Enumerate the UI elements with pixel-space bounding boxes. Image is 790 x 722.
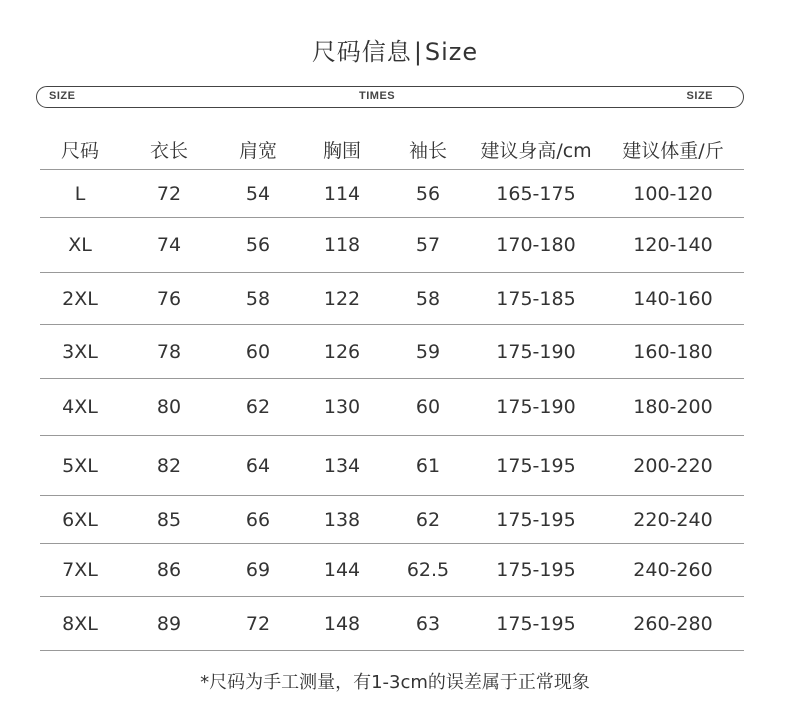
title-english: Size [424, 38, 479, 66]
table-cell: 118 [323, 234, 361, 256]
table-cell: 6XL [62, 508, 98, 531]
header-cell: 袖长 [408, 140, 447, 162]
table-cell: 89 [156, 612, 182, 635]
table-cell: XL [68, 234, 92, 256]
table-cell: 60 [415, 396, 441, 418]
table-cell: 2XL [62, 287, 98, 310]
table-cell: 114 [323, 182, 361, 205]
table-cell: 8XL [62, 612, 98, 635]
table-cell: 175-190 [496, 396, 576, 418]
table-cell: 160-180 [633, 340, 713, 363]
table-cell: 82 [156, 454, 182, 477]
table-row [40, 597, 744, 651]
page-title [0, 30, 790, 74]
table-cell: 61 [415, 454, 441, 477]
header-cell: 胸围 [322, 140, 361, 162]
table-cell: 120-140 [633, 234, 713, 256]
table-cell: 4XL [62, 396, 98, 418]
table-cell: 148 [323, 612, 361, 635]
table-cell: 59 [415, 340, 441, 363]
table-cell: 64 [245, 454, 271, 477]
table-cell: 58 [245, 287, 271, 310]
table-row [40, 325, 744, 379]
table-cell: 170-180 [496, 234, 576, 256]
table-cell: 220-240 [633, 508, 713, 531]
table-cell: 57 [415, 234, 441, 256]
table-cell: 72 [156, 182, 182, 205]
size-table [40, 130, 744, 651]
banner-right-label: SIZE [686, 90, 713, 102]
table-cell: 175-195 [496, 454, 576, 477]
table-cell: 240-260 [633, 559, 713, 581]
table-row [40, 544, 744, 597]
table-cell: 56 [415, 182, 441, 205]
table-cell: 85 [156, 508, 182, 531]
table-cell: 144 [323, 559, 361, 581]
table-cell: 200-220 [633, 454, 713, 477]
table-cell: 63 [415, 612, 441, 635]
table-cell: 138 [323, 508, 361, 531]
table-cell: 175-190 [496, 340, 576, 363]
header-cell: 肩宽 [238, 140, 277, 162]
table-cell: 76 [156, 287, 182, 310]
table-cell: 122 [323, 287, 361, 310]
table-row [40, 379, 744, 436]
table-cell: 62.5 [406, 559, 450, 581]
table-header-row [40, 130, 744, 170]
table-cell: 130 [323, 396, 361, 418]
table-cell: 78 [156, 340, 182, 363]
table-cell: 175-185 [496, 287, 576, 310]
table-cell: 7XL [62, 559, 98, 581]
table-cell: 5XL [62, 454, 98, 477]
table-cell: 72 [245, 612, 271, 635]
size-banner [36, 86, 744, 108]
table-cell: 56 [245, 234, 271, 256]
table-cell: 80 [156, 396, 182, 418]
table-cell: 69 [245, 559, 271, 581]
table-cell: 180-200 [633, 396, 713, 418]
table-cell: 100-120 [633, 182, 713, 205]
table-cell: 140-160 [633, 287, 713, 310]
table-cell: 60 [245, 340, 271, 363]
table-cell: 86 [156, 559, 182, 581]
table-cell: 54 [245, 182, 271, 205]
title-separator: | [413, 38, 423, 66]
table-row [40, 496, 744, 544]
table-cell: 62 [245, 396, 271, 418]
header-cell: 衣长 [149, 140, 188, 162]
table-cell: 165-175 [496, 182, 576, 205]
header-cell: 建议体重/斤 [622, 140, 724, 162]
table-cell: 62 [415, 508, 441, 531]
table-cell: L [74, 182, 86, 205]
header-cell: 尺码 [60, 140, 99, 162]
table-row [40, 273, 744, 325]
table-row [40, 218, 744, 273]
table-row [40, 170, 744, 218]
banner-middle-label: TIMES [359, 90, 396, 102]
header-cell: 建议身高/cm [480, 140, 592, 162]
table-row [40, 436, 744, 496]
title-chinese: 尺码信息 [311, 38, 412, 66]
table-cell: 175-195 [496, 559, 576, 581]
table-cell: 126 [323, 340, 361, 363]
table-cell: 74 [156, 234, 182, 256]
table-cell: 58 [415, 287, 441, 310]
table-cell: 260-280 [633, 612, 713, 635]
table-cell: 175-195 [496, 508, 576, 531]
banner-left-label: SIZE [49, 90, 76, 102]
table-cell: 66 [245, 508, 271, 531]
measurement-note: *尺码为手工测量，有1-3cm的误差属于正常现象 [200, 672, 590, 693]
table-cell: 134 [323, 454, 361, 477]
table-cell: 175-195 [496, 612, 576, 635]
table-cell: 3XL [62, 340, 98, 363]
